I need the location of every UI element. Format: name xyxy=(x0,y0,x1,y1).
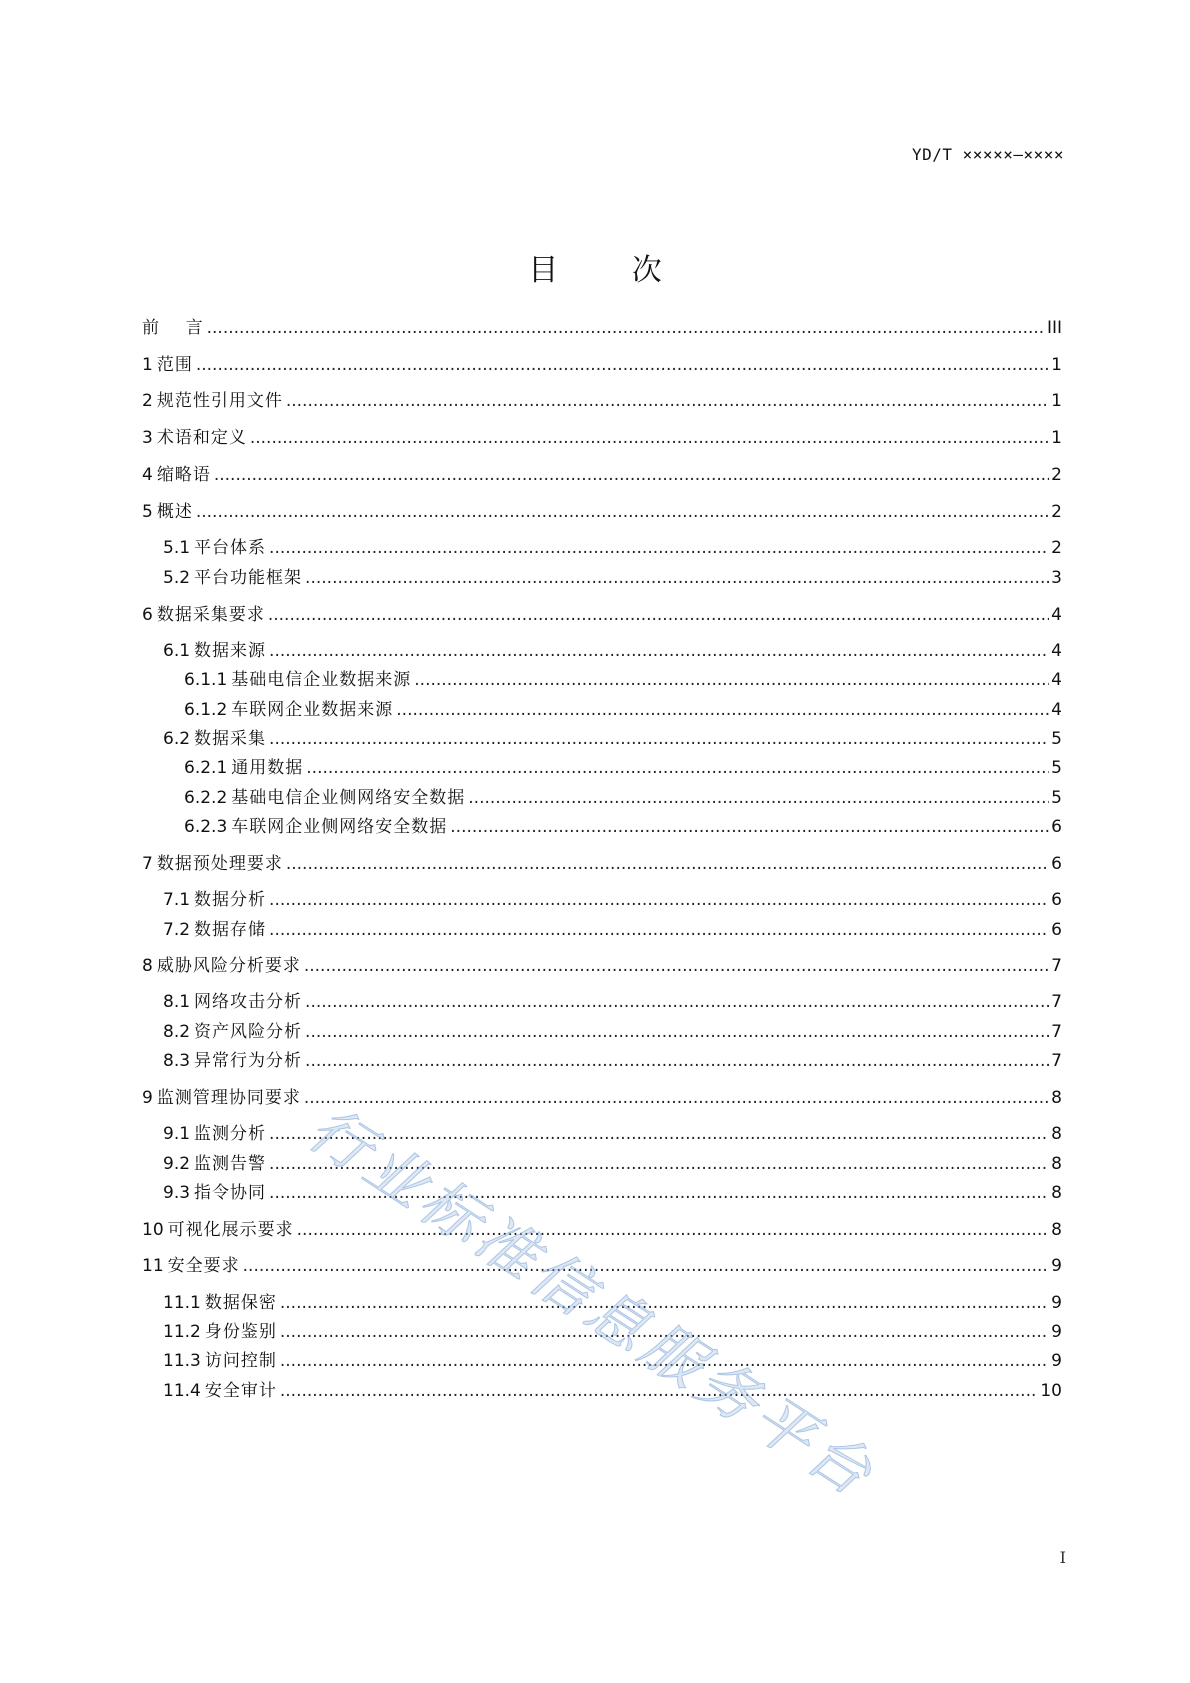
toc-entry-page: 3 xyxy=(1051,568,1062,588)
toc-leader-dots xyxy=(207,316,1045,340)
toc-entry-title xyxy=(142,954,301,978)
toc-entry-label: 网络攻击分析 xyxy=(194,992,303,1012)
page-title: 目 次 xyxy=(528,253,694,288)
toc-entry[interactable] xyxy=(163,1379,1062,1403)
toc-entry-page: 1 xyxy=(1051,355,1062,375)
toc-leader-dots xyxy=(269,888,1049,912)
page-number: I xyxy=(1059,1548,1066,1567)
toc-entry-number: 5.2 xyxy=(163,568,191,588)
toc-entry[interactable] xyxy=(163,1320,1062,1344)
toc-entry-title xyxy=(142,1086,301,1110)
toc-entry[interactable] xyxy=(163,566,1062,590)
toc-entry-page: 5 xyxy=(1051,788,1062,808)
toc-entry-title xyxy=(142,1218,294,1242)
toc-entry-title xyxy=(184,756,303,780)
toc-entry-label: 车联网企业数据来源 xyxy=(231,700,394,720)
toc-leader-dots xyxy=(269,1122,1049,1146)
toc-entry-number: 9.1 xyxy=(163,1124,191,1144)
toc-entry[interactable] xyxy=(163,1152,1062,1176)
toc-entry-title xyxy=(142,426,247,450)
toc-entry-page: 6 xyxy=(1051,920,1062,940)
toc-entry-title xyxy=(163,566,302,590)
toc-entry-number: 2 xyxy=(142,391,153,411)
toc-entry-label: 数据保密 xyxy=(204,1293,277,1313)
toc-leader-dots xyxy=(214,463,1049,487)
toc-entry[interactable] xyxy=(184,756,1062,780)
toc-entry-page: 2 xyxy=(1051,465,1062,485)
toc-entry-label: 概述 xyxy=(156,502,193,522)
toc-entry-number: 8 xyxy=(142,956,153,976)
toc-entry-page: 7 xyxy=(1051,1051,1062,1071)
toc-entry-label: 平台功能框架 xyxy=(194,568,303,588)
toc-leader-dots xyxy=(269,727,1049,751)
toc-entry-title xyxy=(163,536,266,560)
toc-entry-number: 6.2.1 xyxy=(184,758,228,778)
toc-entry[interactable] xyxy=(184,668,1062,692)
toc-entry-page: 8 xyxy=(1051,1124,1062,1144)
toc-leader-dots xyxy=(280,1320,1049,1344)
toc-entry-number: 7.2 xyxy=(163,920,191,940)
toc-entry-number: 11.2 xyxy=(163,1322,201,1342)
toc-entry-label: 缩略语 xyxy=(156,465,211,485)
toc-entry[interactable] xyxy=(163,1122,1062,1146)
watermark: 行业标准信息服务平台 xyxy=(296,1093,888,1513)
toc-entry-number: 3 xyxy=(142,428,153,448)
toc-entry-number: 4 xyxy=(142,465,153,485)
toc-entry-label: 数据预处理要求 xyxy=(156,854,283,874)
toc-entry-page: 6 xyxy=(1051,854,1062,874)
toc-entry-label: 指令协同 xyxy=(194,1183,267,1203)
toc-entry-title xyxy=(142,1254,240,1278)
toc-entry-page: 8 xyxy=(1051,1088,1062,1108)
toc-entry-title xyxy=(163,1049,302,1073)
toc-entry-number: 5 xyxy=(142,502,153,522)
toc-entry[interactable] xyxy=(142,1086,1062,1110)
toc-entry-label: 通用数据 xyxy=(231,758,304,778)
toc-leader-dots xyxy=(304,954,1049,978)
toc-entry-label: 监测告警 xyxy=(194,1154,267,1174)
toc-entry[interactable] xyxy=(142,954,1062,978)
toc-leader-dots xyxy=(306,756,1049,780)
toc-entry-label: 基础电信企业侧网络安全数据 xyxy=(231,788,466,808)
toc-entry-label: 范围 xyxy=(156,355,193,375)
toc-entry-page: 2 xyxy=(1051,502,1062,522)
toc-entry-page: 9 xyxy=(1051,1293,1062,1313)
toc-leader-dots xyxy=(196,500,1049,524)
toc-entry-number: 11.4 xyxy=(163,1381,201,1401)
toc-leader-dots xyxy=(268,603,1049,627)
toc-leader-dots xyxy=(269,1181,1049,1205)
toc-entry-page: 1 xyxy=(1051,428,1062,448)
toc-entry[interactable] xyxy=(163,1349,1062,1373)
toc-entry-page: 6 xyxy=(1051,817,1062,837)
toc-entry-page: 4 xyxy=(1051,700,1062,720)
toc-entry-label: 规范性引用文件 xyxy=(156,391,283,411)
toc-entry-label: 可视化展示要求 xyxy=(167,1220,294,1240)
toc-entry-title xyxy=(163,1379,277,1403)
toc-entry-number: 8.1 xyxy=(163,992,191,1012)
toc-entry[interactable] xyxy=(184,698,1062,722)
toc-leader-dots xyxy=(305,1049,1049,1073)
toc-entry-page: 1 xyxy=(1051,391,1062,411)
toc-entry-page: 4 xyxy=(1051,670,1062,690)
toc-entry-page: 9 xyxy=(1051,1322,1062,1342)
toc-entry-label: 术语和定义 xyxy=(156,428,247,448)
toc-entry-number: 7 xyxy=(142,854,153,874)
toc-leader-dots xyxy=(269,918,1049,942)
toc-entry-title xyxy=(163,639,266,663)
toc-entry-number: 6.2.2 xyxy=(184,788,228,808)
toc-entry-title xyxy=(184,668,411,692)
toc-entry-number: 6.1.2 xyxy=(184,700,228,720)
toc-entry[interactable] xyxy=(184,786,1062,810)
toc-entry-number: 9.3 xyxy=(163,1183,191,1203)
toc-entry-title xyxy=(184,786,465,810)
toc-entry-page: 7 xyxy=(1051,956,1062,976)
toc-leader-dots xyxy=(396,698,1049,722)
toc-entry-number: 11.3 xyxy=(163,1351,201,1371)
toc-entry-label: 资产风险分析 xyxy=(194,1022,303,1042)
toc-entry[interactable] xyxy=(163,727,1062,751)
toc-entry-title xyxy=(163,1152,266,1176)
toc-entry-title xyxy=(163,1320,277,1344)
toc-entry-title xyxy=(163,1181,266,1205)
toc-entry-label: 数据采集 xyxy=(194,729,267,749)
toc-entry-number: 8.2 xyxy=(163,1022,191,1042)
toc-entry[interactable] xyxy=(163,1181,1062,1205)
toc-entry[interactable] xyxy=(142,426,1062,450)
toc-entry-title xyxy=(142,389,283,413)
toc-entry-title xyxy=(184,815,447,839)
toc-entry-page: 10 xyxy=(1040,1381,1062,1401)
toc-entry-title xyxy=(163,990,302,1014)
toc-leader-dots xyxy=(286,389,1049,413)
toc-entry-number: 1 xyxy=(142,355,153,375)
toc-entry-number: 6.1 xyxy=(163,641,191,661)
toc-leader-dots xyxy=(305,990,1049,1014)
toc-entry-label: 威胁风险分析要求 xyxy=(156,956,301,976)
toc-entry[interactable] xyxy=(163,990,1062,1014)
toc-entry-label: 异常行为分析 xyxy=(194,1051,303,1071)
toc-entry-label: 数据存储 xyxy=(194,920,267,940)
toc-entry-title xyxy=(163,888,266,912)
toc-leader-dots xyxy=(269,639,1049,663)
toc-leader-dots xyxy=(280,1379,1039,1403)
toc-entry-title xyxy=(142,353,193,377)
toc-entry-number: 6.2.3 xyxy=(184,817,228,837)
toc-entry-label: 基础电信企业数据来源 xyxy=(231,670,412,690)
toc-entry-label: 数据来源 xyxy=(194,641,267,661)
toc-entry-number: 11 xyxy=(142,1256,164,1276)
toc-entry-number: 6.1.1 xyxy=(184,670,228,690)
toc-entry-page: 9 xyxy=(1051,1256,1062,1276)
toc-entry-page: 2 xyxy=(1051,538,1062,558)
toc-entry-title xyxy=(142,852,283,876)
toc-leader-dots xyxy=(269,1152,1049,1176)
toc-entry-page: 6 xyxy=(1051,890,1062,910)
toc-leader-dots xyxy=(468,786,1049,810)
toc-entry-title xyxy=(142,463,211,487)
toc-leader-dots xyxy=(414,668,1049,692)
toc-leader-dots xyxy=(305,566,1049,590)
toc-entry[interactable] xyxy=(142,316,1062,340)
toc-leader-dots xyxy=(286,852,1049,876)
toc-entry[interactable] xyxy=(142,1218,1062,1242)
toc-entry[interactable] xyxy=(142,389,1062,413)
toc-entry-page: 7 xyxy=(1051,992,1062,1012)
toc-entry[interactable] xyxy=(163,639,1062,663)
toc-entry-label: 数据分析 xyxy=(194,890,267,910)
toc-entry[interactable] xyxy=(163,918,1062,942)
toc-entry[interactable] xyxy=(142,500,1062,524)
toc-leader-dots xyxy=(280,1291,1049,1315)
toc-entry-title xyxy=(163,1122,266,1146)
toc-entry-number: 5.1 xyxy=(163,538,191,558)
toc-entry-title xyxy=(163,727,266,751)
toc-entry[interactable] xyxy=(142,353,1062,377)
toc-entry[interactable] xyxy=(142,463,1062,487)
toc-entry-label: 安全审计 xyxy=(204,1381,277,1401)
toc-entry-number: 9 xyxy=(142,1088,153,1108)
toc-entry-title xyxy=(163,1020,302,1044)
toc-entry[interactable] xyxy=(142,852,1062,876)
toc-entry-number: 6 xyxy=(142,605,153,625)
toc-entry-page: 8 xyxy=(1051,1220,1062,1240)
toc-entry-title xyxy=(142,500,193,524)
toc-leader-dots xyxy=(280,1349,1049,1373)
toc-entry-label: 数据采集要求 xyxy=(156,605,265,625)
toc-entry-number: 9.2 xyxy=(163,1154,191,1174)
toc-entry-number: 8.3 xyxy=(163,1051,191,1071)
toc-leader-dots xyxy=(250,426,1049,450)
toc-entry-label: 车联网企业侧网络安全数据 xyxy=(231,817,448,837)
toc-entry-title xyxy=(163,918,266,942)
toc-entry-title xyxy=(142,316,204,340)
toc-entry[interactable] xyxy=(142,1254,1062,1278)
toc-entry-title xyxy=(142,603,265,627)
toc-leader-dots xyxy=(196,353,1049,377)
toc-entry-label: 监测分析 xyxy=(194,1124,267,1144)
toc-leader-dots xyxy=(450,815,1049,839)
toc-entry[interactable] xyxy=(142,603,1062,627)
toc-entry-page: 5 xyxy=(1051,758,1062,778)
toc-entry-page: 8 xyxy=(1051,1154,1062,1174)
document-code: YD/T ×××××—×××× xyxy=(912,145,1064,164)
toc-entry-title xyxy=(163,1291,277,1315)
toc-entry-title xyxy=(184,698,393,722)
toc-entry-number: 7.1 xyxy=(163,890,191,910)
toc-entry-page: 9 xyxy=(1051,1351,1062,1371)
toc-leader-dots xyxy=(297,1218,1050,1242)
toc-entry-title xyxy=(163,1349,277,1373)
toc-entry-label: 平台体系 xyxy=(194,538,267,558)
toc-leader-dots xyxy=(305,1020,1049,1044)
toc-leader-dots xyxy=(243,1254,1050,1278)
toc-entry-page: III xyxy=(1046,318,1062,338)
toc-entry[interactable] xyxy=(163,1291,1062,1315)
toc-entry-page: 4 xyxy=(1051,605,1062,625)
toc-entry-label: 访问控制 xyxy=(204,1351,277,1371)
toc-entry-number: 10 xyxy=(142,1220,164,1240)
toc-entry-label: 身份鉴别 xyxy=(204,1322,277,1342)
toc-entry-number: 6.2 xyxy=(163,729,191,749)
toc-entry-page: 4 xyxy=(1051,641,1062,661)
toc-entry-label: 安全要求 xyxy=(167,1256,240,1276)
toc-entry-page: 7 xyxy=(1051,1022,1062,1042)
toc-entry-label: 前 言 xyxy=(142,318,204,338)
toc-entry-number: 11.1 xyxy=(163,1293,201,1313)
toc-entry-label: 监测管理协同要求 xyxy=(156,1088,301,1108)
toc-entry[interactable] xyxy=(163,1020,1062,1044)
toc-entry-page: 5 xyxy=(1051,729,1062,749)
toc-leader-dots xyxy=(269,536,1049,560)
toc-entry[interactable] xyxy=(163,536,1062,560)
toc-entry[interactable] xyxy=(184,815,1062,839)
toc-leader-dots xyxy=(304,1086,1049,1110)
toc-entry[interactable] xyxy=(163,1049,1062,1073)
toc-entry-page: 8 xyxy=(1051,1183,1062,1203)
toc-entry[interactable] xyxy=(163,888,1062,912)
